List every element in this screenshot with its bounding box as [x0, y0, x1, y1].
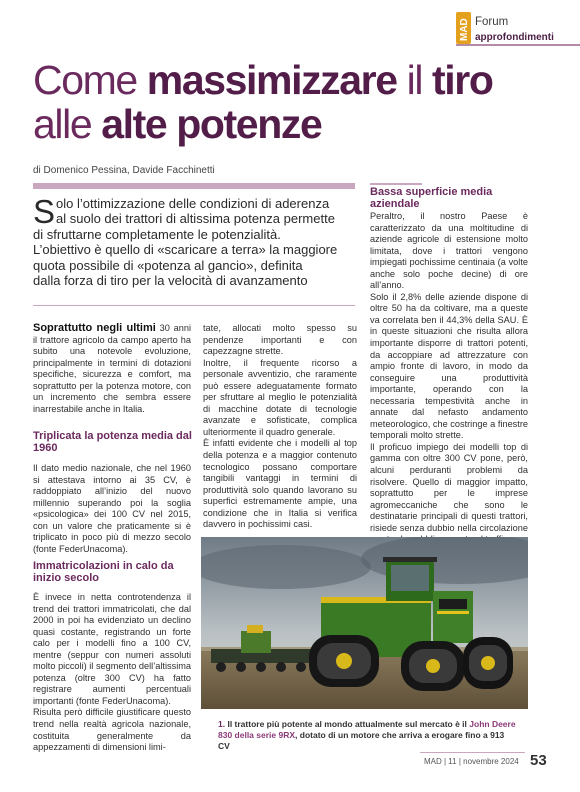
lead-line: quota possibile di «potenza al gancio», definita	[33, 257, 303, 273]
subheading-bassa-superficie: Bassa superficie media aziendale	[370, 186, 493, 210]
caption-highlight: John Deere 830 della serie 9RX	[218, 719, 516, 740]
article-title: Come massimizzare il tiro alle alte potenze	[33, 57, 493, 147]
footer-divider	[420, 752, 525, 753]
section-label: Forum	[475, 16, 509, 28]
lead-line: dalla forza di tiro per la velocità di avanzamento	[33, 273, 308, 289]
body-column-3: Peraltro, il nostro Paese è caratterizzato da una moltitudine di aziende agricole di estensione molto limitata, dove i trattori vengono impiegati pochissime centinaia (a volte anche solo poche decine) di ore all’anno. Solo il 2,8% delle aziende dispone di oltre 50 ha da coltivare, ma a queste va correlata ben il 44,3% della SAU. È in queste situazioni che risulta allora importante disporre di trattori potenti, da accoppiare ad attrezzature con ampio fronte di lavoro, in modo da conseguire una produttività importante, operando con la necessaria tempestività anche in annate dal nefasto andamento meteorologico, che costringe a finestre temporali molto strette. Il proficuo impiego dei modelli top di gamma con oltre 300 CV pone, però, alcuni perduranti problemi da risolvere. Quello di maggior impatto, soprattutto per le imprese agromeccaniche che sono le destinatarie principali di questi trattori, risiede senza dubbio nella circolazione	[370, 211, 528, 533]
lead-top-divider	[33, 183, 355, 189]
article-authors: di Domenico Pessina, Davide Facchinetti	[33, 165, 215, 176]
sidebar-top-divider	[370, 183, 422, 185]
badge-text: MAD	[459, 18, 470, 41]
mad-logo-icon	[456, 12, 471, 44]
header-divider	[456, 44, 580, 46]
body-column-1-section-2: Il dato medio nazionale, che nel 1960 si attestava intorno ai 35 CV, è raddoppiato all’inizio del nuovo millennio superando poi la soglia «psicologica» dei 100 CV nel 2015, con un valore che praticamente si è triplicato in poco più di mezzo secolo (fonte FederUnacoma).	[33, 463, 191, 554]
tractor-photo	[201, 537, 528, 709]
lead-line: di sfruttarne completamente le potenzialità.	[33, 226, 281, 242]
photo-caption: 1. Il trattore più potente al mondo attualmente sul mercato è il John Deere 830 della serie 9RX, dotato di un motore che arriva a erogare fino a 913 CV	[218, 719, 516, 751]
lead-line: al suolo dei trattori di altissima potenza permette	[56, 211, 335, 227]
footer-magazine-info: MAD | 11 | novembre 2024	[424, 757, 519, 766]
lead-bottom-divider	[33, 305, 355, 306]
body-column-1: Soprattutto negli ultimi 30 anni il trattore agricolo da campo aperto ha subito una notevole evoluzione, principalmente in termini di dotazioni specifiche, sicurezza e comfort, ma soprattutto per la potenza motore, con un incremento che sembra essere inarrestabile anche in Italia.	[33, 322, 191, 414]
caption-number: 1.	[218, 719, 226, 729]
page-number: 53	[530, 752, 547, 769]
lead-paragraph	[33, 193, 351, 289]
lead-line: L’obiettivo è quello di «scaricare a terra» la maggiore	[33, 242, 338, 258]
drop-cap: S	[33, 193, 56, 230]
lead-line: olo l’ottimizzazione delle condizioni di aderenza	[56, 196, 330, 211]
subheading-triplicata: Triplicata la potenza media dal 1960	[33, 430, 192, 454]
subsection-label: approfondimenti	[475, 32, 554, 43]
lead-in: Soprattutto negli ultimi	[33, 322, 156, 334]
subheading-immatricolazioni: Immatricolazioni in calo da inizio secolo	[33, 560, 174, 584]
body-column-1-section-3: È invece in netta controtendenza il trend dei trattori immatricolati, che dal 2000 in poi ha evidenziato un declino quasi costante, registrando un forte calo per i modelli fino a 100 CV, mentre (seppur con numeri assoluti molto piccoli) il segmento dell’altissima potenza (oltre 300 CV) ha fatto registrare aumenti percentuali importanti (fonte FederUnacoma). Risulta però difficile giustificare questo trend nella realtà agricola nazionale, costituita generalmente da appezzamenti di dimensioni limi-	[33, 592, 191, 753]
body-column-2: tate, allocati molto spesso su pendenze importanti e con capezzagne strette. Inoltre, il frequente ricorso a personale avventizio, che raramente può essere adeguatamente formato per sfruttare al meglio le potenzialità di macchine dotate di tecnologie avanzate e sofisticate, complica ulteriormente il quadro generale. È infatti evidente che i modelli al top della potenza e a maggior contenuto tecnologico possano comportare tangibili vantaggi in termini di produttività solo quando lavorano su superfici estremamente ampie, una condizione che in Italia si verifica davvero in pochissimi casi.	[203, 323, 357, 530]
